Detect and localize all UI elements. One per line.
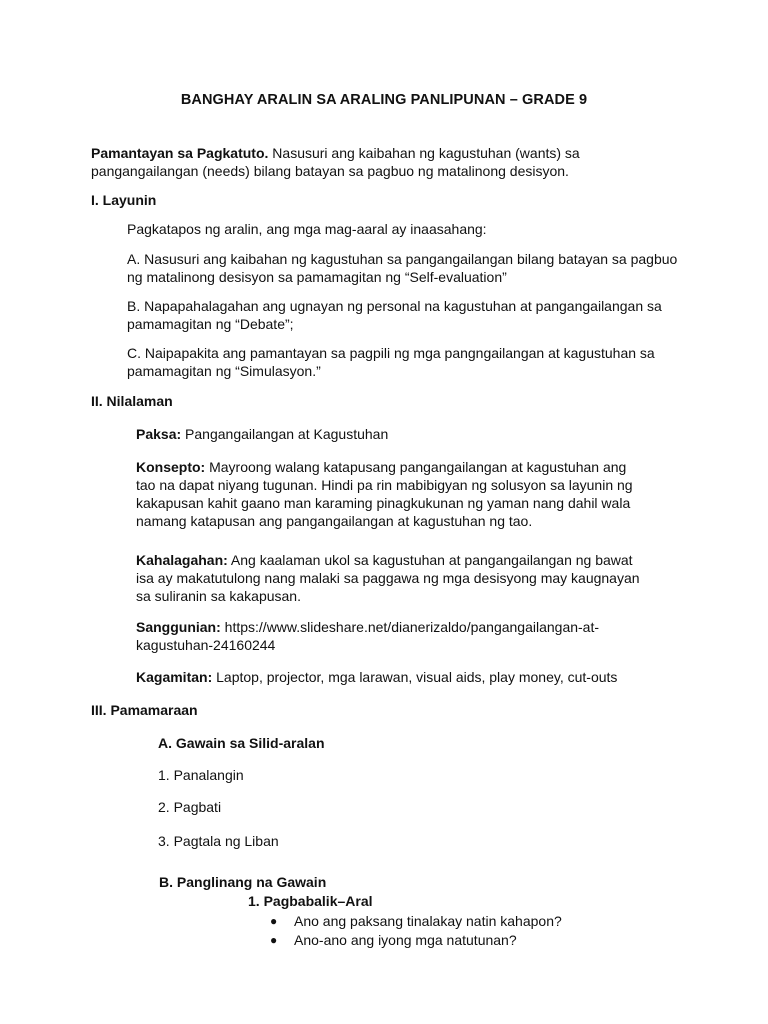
paksa-line [136,425,388,443]
layunin-item-b [127,297,747,333]
panglinang-na-gawain-heading: B. Panglinang na Gawain [159,874,327,890]
section-nilalaman-heading: II. Nilalaman [91,393,173,409]
layunin-item-a-line2: ng matalinong desisyon sa pamamagitan ng “Self-evaluation” [127,269,507,285]
sanggunian-link-line1[interactable]: https://www.slideshare.net/dianerizaldo/pangangailangan-at- [220,619,600,635]
paksa-text: Pangangailangan at Kagustuhan [181,426,389,442]
kahalagahan-line2: isa ay makatutulong nang malaki sa paggawa ng mga desisyong may kaugnayan [136,570,640,586]
bullet-text-2: Ano-ano ang iyong mga natutunan? [294,932,517,948]
bullet-text-1: Ano ang paksang tinalakay natin kahapon? [294,913,562,929]
konsepto-line3: kakapusan kahit gaano man karaming pinagkukunan ng yaman nang dahil wala [136,495,631,511]
pamantayan-label: Pamantayan sa Pagkatuto. [91,145,269,161]
bullet-icon: ● [270,933,278,947]
paksa-label: Paksa: [136,426,182,442]
kagamitan-line [136,668,736,686]
kagamitan-label: Kagamitan: [136,669,213,685]
layunin-item-c-line1: C. Naipapakita ang pamantayan sa pagpili ng mga pangngailangan at kagustuhan sa [127,345,655,361]
layunin-item-b-line2: pamamagitan ng “Debate”; [127,316,294,332]
layunin-item-a-line1: A. Nasusuri ang kaibahan ng kagustuhan sa pangangailangan bilang batayan sa pagbuo [127,251,678,267]
document-title: BANGHAY ARALIN SA ARALING PANLIPUNAN – GRADE 9 [180,92,588,108]
gawain-item-pagbati: 2. Pagbati [158,799,222,815]
layunin-item-c [127,344,747,380]
konsepto-label: Konsepto: [136,459,206,475]
gawain-item-pagtala-ng-liban: 3. Pagtala ng Liban [158,833,279,849]
konsepto-line1: Mayroong walang katapusang pangangailangan at kagustuhan ang [205,459,627,475]
konsepto-paragraph [136,458,736,530]
pamantayan-text-line1: Nasusuri ang kaibahan ng kagustuhan (wants) sa [268,145,580,161]
bullet-icon: ● [270,914,278,928]
sanggunian-label: Sanggunian: [136,619,221,635]
layunin-item-a [127,250,747,286]
pagbabalik-aral-heading: 1. Pagbabalik–Aral [248,893,373,909]
kahalagahan-line1: Ang kaalaman ukol sa kagustuhan at pangangailangan ng bawat [227,552,633,568]
section-pamamaraan-heading: III. Pamamaraan [91,702,198,718]
gawain-item-panalangin: 1. Panalangin [158,767,244,783]
pamantayan-paragraph [91,144,731,180]
konsepto-line2: tao na dapat niyang tugunan. Hindi pa rin mabibigyan ng solusyon sa layunin ng [136,477,633,493]
pamantayan-text-line2: pangangailangan (needs) bilang batayan sa pagbuo ng matalinong desisyon. [91,163,569,179]
kahalagahan-label: Kahalagahan: [136,552,228,568]
kahalagahan-line3: sa suliranin sa kakapusan. [136,588,301,604]
kahalagahan-paragraph [136,551,736,605]
layunin-item-c-line2: pamamagitan ng “Simulasyon.” [127,363,321,379]
sanggunian-paragraph [136,618,736,654]
kagamitan-text: Laptop, projector, mga larawan, visual aids, play money, cut-outs [212,669,618,685]
section-layunin-heading: I. Layunin [91,192,157,208]
konsepto-line4: namang katapusan ang pangangailangan at kagustuhan ng tao. [136,513,533,529]
sanggunian-link-line2[interactable]: kagustuhan-24160244 [136,637,276,653]
layunin-item-b-line1: B. Napapahalagahan ang ugnayan ng personal na kagustuhan at pangangailangan sa [127,298,662,314]
gawain-silid-aralan-heading: A. Gawain sa Silid-aralan [158,735,325,751]
layunin-intro: Pagkatapos ng aralin, ang mga mag-aaral ay inaasahang: [127,221,487,237]
